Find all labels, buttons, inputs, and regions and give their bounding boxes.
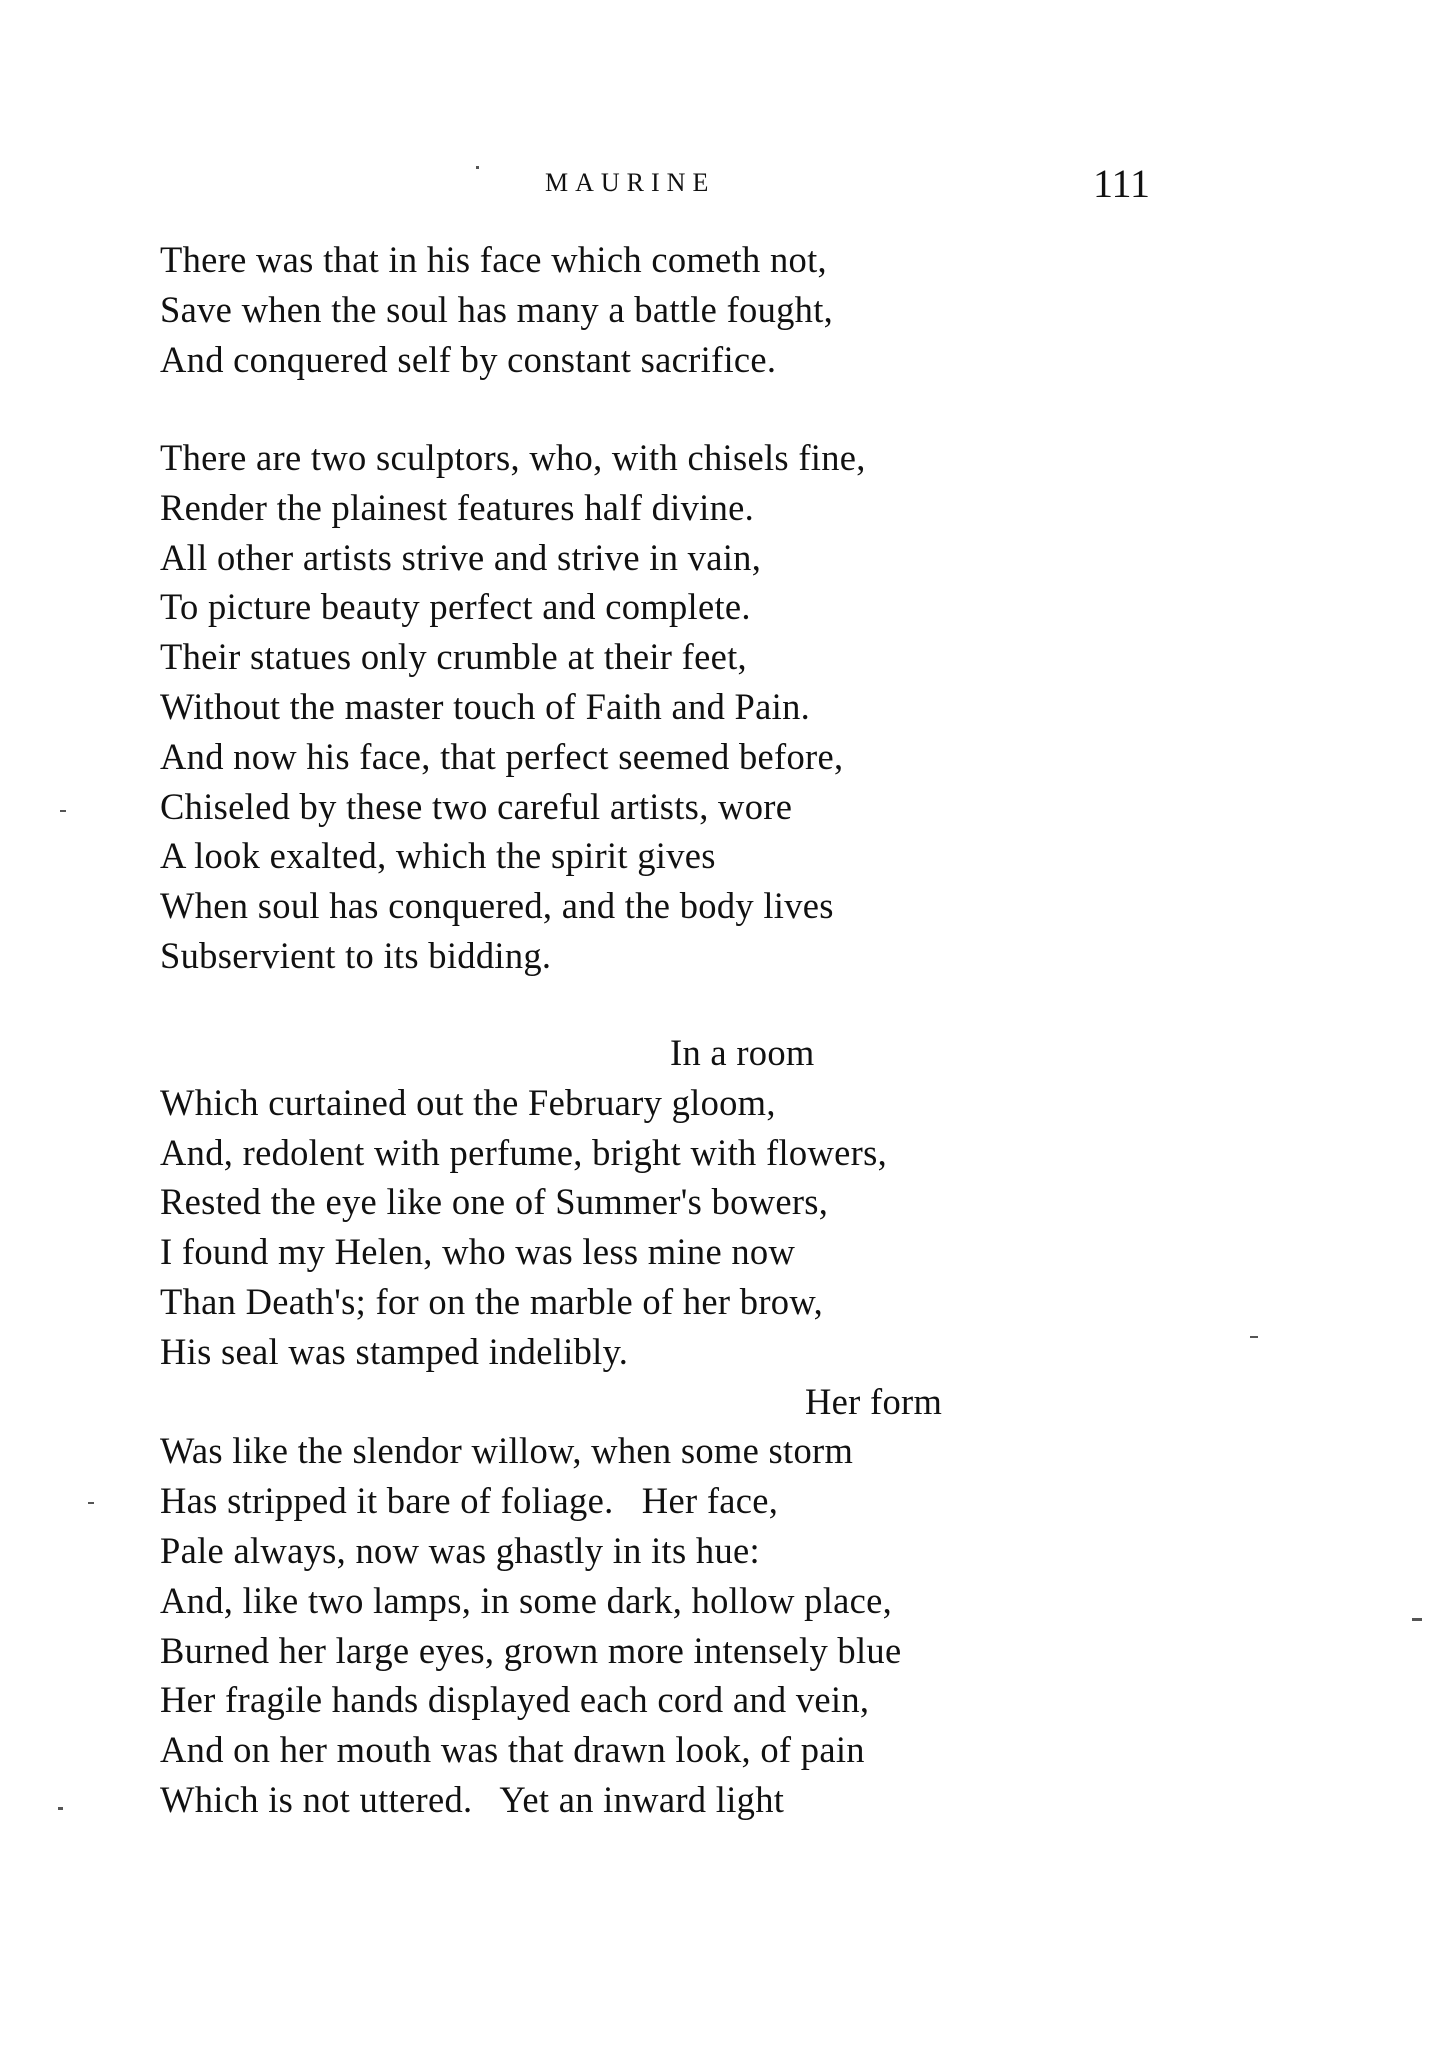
verse-line: A look exalted, which the spirit gives xyxy=(160,835,716,877)
running-head xyxy=(160,160,1150,220)
stanza-3 xyxy=(160,1028,1160,1825)
running-title: MAURINE xyxy=(545,168,716,197)
page-number: 111 xyxy=(1092,161,1150,206)
scan-speck xyxy=(1412,1618,1422,1621)
verse-line: To picture beauty perfect and complete. xyxy=(160,586,751,628)
verse-line-indented: In a room xyxy=(670,1032,815,1073)
verse-line: There was that in his face which cometh not, xyxy=(160,239,827,280)
verse-line: Her fragile hands displayed each cord and vein, xyxy=(160,1679,870,1721)
verse-line: Chiseled by these two careful artists, wore xyxy=(160,785,793,827)
verse-line: Pale always, now was ghastly in its hue: xyxy=(160,1529,760,1571)
verse-line: Than Death's; for on the marble of her brow, xyxy=(160,1280,824,1322)
scan-speck xyxy=(58,1807,63,1810)
verse-line: His seal was stamped indelibly. xyxy=(160,1330,629,1372)
verse-line: And, like two lamps, in some dark, hollow place, xyxy=(160,1579,893,1621)
verse-line: Save when the soul has many a battle fought, xyxy=(160,288,834,330)
verse-line: And now his face, that perfect seemed before, xyxy=(160,735,844,777)
verse-line: I found my Helen, who was less mine now xyxy=(160,1231,796,1273)
verse-line: And on her mouth was that drawn look, of pain xyxy=(160,1729,865,1771)
scan-speck xyxy=(60,810,66,812)
verse-line: All other artists strive and strive in vain, xyxy=(160,536,762,578)
verse-line: Subservient to its bidding. xyxy=(160,934,552,976)
verse-line: And, redolent with perfume, bright with flowers, xyxy=(160,1131,888,1173)
scan-speck xyxy=(1250,1336,1258,1338)
scan-speck xyxy=(476,166,479,169)
verse-line: Which curtained out the February gloom, xyxy=(160,1081,776,1123)
verse-line: When soul has conquered, and the body lives xyxy=(160,885,834,927)
verse-line: And conquered self by constant sacrifice. xyxy=(160,338,777,380)
scan-speck xyxy=(88,1502,94,1504)
verse-line: Rested the eye like one of Summer's bowers, xyxy=(160,1181,829,1223)
verse-line: Burned her large eyes, grown more intensely blue xyxy=(160,1629,902,1671)
verse-line: Was like the slendor willow, when some storm xyxy=(160,1430,854,1472)
verse-line: Their statues only crumble at their feet, xyxy=(160,636,747,678)
stanza-1 xyxy=(160,235,1160,384)
verse-line: Without the master touch of Faith and Pain. xyxy=(160,685,811,727)
verse-line: Which is not uttered. Yet an inward light xyxy=(160,1778,785,1820)
verse-line-indented: Her form xyxy=(805,1380,943,1422)
verse-line: Render the plainest features half divine. xyxy=(160,486,755,528)
stanza-2 xyxy=(160,433,1160,981)
verse-line: Has stripped it bare of foliage. Her face, xyxy=(160,1480,779,1522)
verse-line: There are two sculptors, who, with chisels fine, xyxy=(160,437,866,478)
